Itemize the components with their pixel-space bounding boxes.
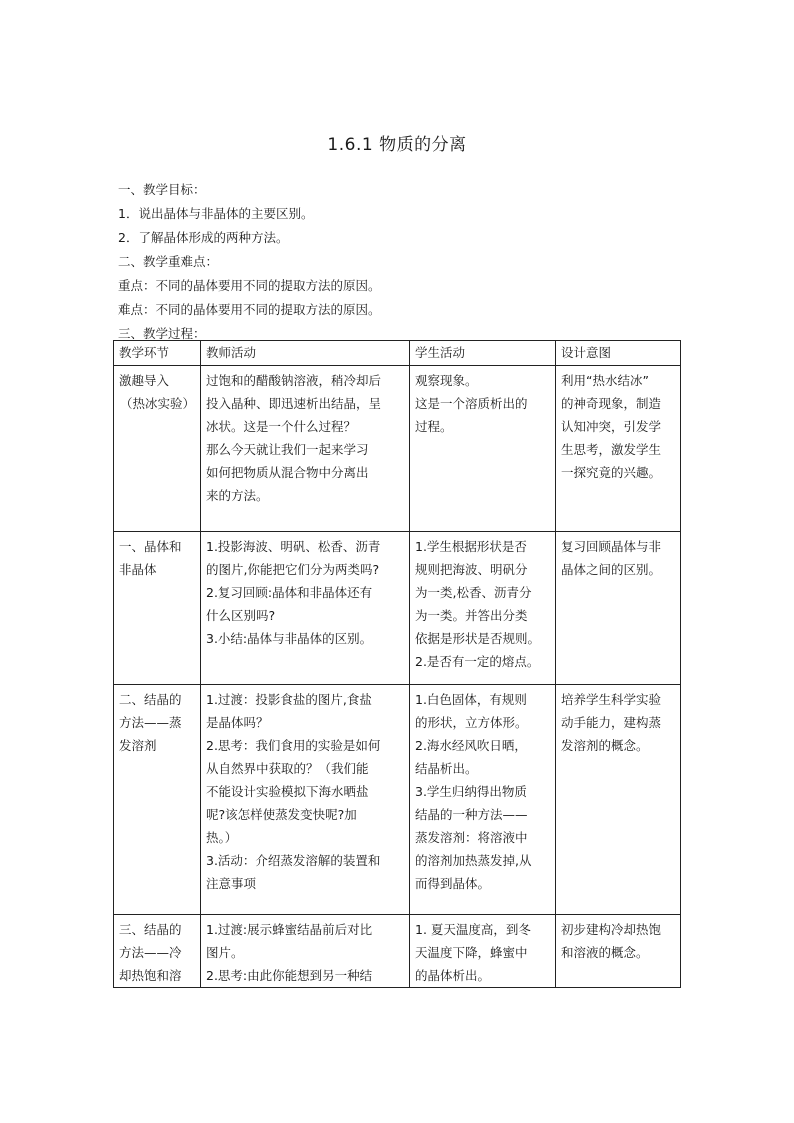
table-header-row	[114, 341, 681, 366]
cell-line: 投入晶种、即迅速析出结晶，呈	[206, 396, 382, 411]
teacher-cell	[201, 685, 410, 915]
cell-line: 的图片,你能把它们分为两类吗?	[206, 562, 380, 577]
cell-line: 复习回顾晶体与非	[561, 539, 662, 554]
cell-line: （热冰实验）	[119, 396, 195, 411]
cell-line: 发溶剂的概念。	[561, 738, 649, 753]
column-header: 设计意图	[556, 341, 681, 366]
cell-line: 天温度下降，蜂蜜中	[415, 945, 528, 960]
difficult-point: 难点：不同的晶体要用不同的提取方法的原因。	[118, 302, 381, 317]
cell-line: 这是一个溶质析出的	[415, 396, 528, 411]
table-row	[114, 366, 681, 532]
cell-line: 3.学生归纳得出物质	[415, 784, 527, 799]
table-row	[114, 915, 681, 988]
cell-line: 一探究竟的兴趣。	[561, 465, 662, 480]
cell-line: 过程。	[415, 419, 453, 434]
cell-line: 激趣导入	[119, 373, 170, 388]
key-heading: 二、教学重难点：	[118, 254, 219, 269]
goal-item: 2．了解晶体形成的两种方法。	[118, 230, 289, 245]
cell-line: 发溶剂	[119, 738, 157, 753]
cell-line: 1.投影海波、明矾、松香、沥青	[206, 539, 381, 554]
cell-line: 三、结晶的	[119, 922, 182, 937]
cell-line: 依据是形状是否规则。	[415, 631, 541, 646]
cell-line: 什么区别吗?	[206, 608, 276, 623]
cell-line: 1. 夏天温度高，到冬	[415, 922, 531, 937]
cell-line: 却热饱和溶	[119, 968, 182, 983]
goal-item: 1．说出晶体与非晶体的主要区别。	[118, 206, 314, 221]
key-point: 重点：不同的晶体要用不同的提取方法的原因。	[118, 278, 381, 293]
student-cell	[410, 915, 556, 988]
cell-line: 3.活动：介绍蒸发溶解的装置和	[206, 853, 381, 868]
cell-line: 2.复习回顾:晶体和非晶体还有	[206, 585, 373, 600]
page-title: 1.6.1 物质的分离	[327, 135, 467, 155]
cell-line: 为一类。并答出分类	[415, 608, 528, 623]
cell-line: 图片。	[206, 945, 244, 960]
table-row	[114, 685, 681, 915]
stage-cell	[114, 532, 201, 685]
cell-line: 而得到晶体。	[415, 876, 491, 891]
cell-line: 二、结晶的	[119, 692, 182, 707]
cell-line: 2.思考：我们食用的实验是如何	[206, 738, 381, 753]
teacher-cell	[201, 915, 410, 988]
intent-cell	[556, 532, 681, 685]
cell-line: 方法——冷	[119, 945, 182, 960]
cell-line: 的晶体析出。	[415, 968, 491, 983]
cell-line: 蒸发溶剂：将溶液中	[415, 830, 528, 845]
column-header: 教学环节	[114, 341, 201, 366]
student-cell	[410, 532, 556, 685]
column-header: 教师活动	[201, 341, 410, 366]
stage-cell	[114, 685, 201, 915]
cell-line: 观察现象。	[415, 373, 478, 388]
cell-line: 规则把海波、明矾分	[415, 562, 528, 577]
cell-line: 和溶液的概念。	[561, 945, 649, 960]
intent-cell	[556, 685, 681, 915]
cell-line: 2.思考:由此你能想到另一种结	[206, 968, 373, 983]
cell-line: 一、晶体和	[119, 539, 182, 554]
cell-line: 是晶体吗？	[206, 715, 269, 730]
student-cell	[410, 366, 556, 532]
intent-cell	[556, 366, 681, 532]
cell-line: 的形状，立方体形。	[415, 715, 528, 730]
cell-line: 3.小结:晶体与非晶体的区别。	[206, 631, 373, 646]
intro-section	[118, 178, 678, 346]
teacher-cell	[201, 366, 410, 532]
cell-line: 1.过渡:展示蜂蜜结晶前后对比	[206, 922, 373, 937]
cell-line: 利用“热水结冰”	[561, 373, 649, 388]
cell-line: 动手能力，建构蒸	[561, 715, 662, 730]
cell-line: 晶体之间的区别。	[561, 562, 662, 577]
cell-line: 结晶的一种方法——	[415, 807, 528, 822]
cell-line: 来的方法。	[206, 488, 269, 503]
cell-line: 的神奇现象，制造	[561, 396, 662, 411]
cell-line: 过饱和的醋酸钠溶液，稍冷却后	[206, 373, 382, 388]
table-row	[114, 532, 681, 685]
cell-line: 初步建构冷却热饱	[561, 922, 662, 937]
cell-line: 方法——蒸	[119, 715, 182, 730]
intent-cell	[556, 915, 681, 988]
goals-heading: 一、教学目标：	[118, 182, 206, 197]
cell-line: 呢?该怎样使蒸发变快呢?加	[206, 807, 357, 822]
cell-line: 2.是否有一定的熔点。	[415, 654, 540, 669]
cell-line: 冰状。这是一个什么过程？	[206, 419, 357, 434]
cell-line: 不能设计实验模拟下海水晒盐	[206, 784, 369, 799]
cell-line: 从自然界中获取的？（我们能	[206, 761, 369, 776]
cell-line: 非晶体	[119, 562, 157, 577]
cell-line: 2.海水经风吹日晒，	[415, 738, 527, 753]
cell-line: 1.学生根据形状是否	[415, 539, 527, 554]
cell-line: 注意事项	[206, 876, 257, 891]
cell-line: 的溶剂加热蒸发掉,从	[415, 853, 532, 868]
cell-line: 热。）	[206, 830, 238, 845]
cell-line: 那么今天就让我们一起来学习	[206, 442, 369, 457]
cell-line: 培养学生科学实验	[561, 692, 662, 707]
cell-line: 1.过渡：投影食盐的图片,食盐	[206, 692, 372, 707]
lesson-plan-table	[113, 340, 681, 988]
cell-line: 为一类,松香、沥青分	[415, 585, 532, 600]
process-heading: 三、教学过程：	[118, 326, 206, 341]
cell-line: 1.白色固体，有规则	[415, 692, 527, 707]
stage-cell	[114, 915, 201, 988]
column-header: 学生活动	[410, 341, 556, 366]
stage-cell	[114, 366, 201, 532]
cell-line: 生思考，激发学生	[561, 442, 662, 457]
teacher-cell	[201, 532, 410, 685]
cell-line: 如何把物质从混合物中分离出	[206, 465, 369, 480]
cell-line: 认知冲突，引发学	[561, 419, 662, 434]
student-cell	[410, 685, 556, 915]
cell-line: 结晶析出。	[415, 761, 478, 776]
